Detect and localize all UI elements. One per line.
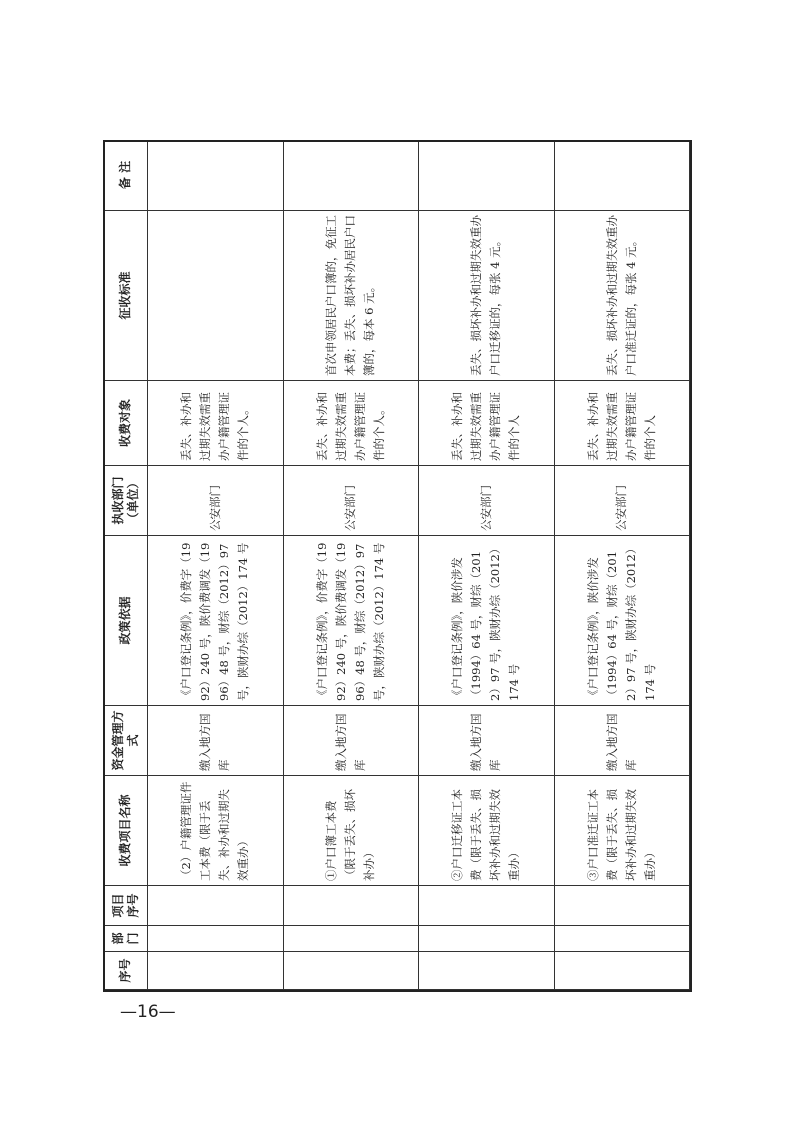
cell-policy: 《户口登记条例》，价费字（1992）240 号，陕价费调发（1996）48 号，财综（2012）97 号，陕财办综（2012）174 号 xyxy=(148,536,284,706)
cell-name: ②户口迁移证工本费（限于丢失、损坏补办和过期失效重办） xyxy=(419,776,555,886)
header-remark: 备 注 xyxy=(104,140,148,211)
cell-exec: 公安部门 xyxy=(283,466,419,536)
cell-fund: 缴入地方国库 xyxy=(419,706,555,776)
rotated-table xyxy=(103,140,690,990)
cell-standard: 丢失、损坏补办和过期失效重办户口迁移证的，每张 4 元。 xyxy=(419,211,555,381)
cell-standard: 丢失、损坏补办和过期失效重办户口准迁证的，每张 4 元。 xyxy=(554,211,690,381)
cell-exec: 公安部门 xyxy=(148,466,284,536)
cell-policy: 《户口登记条例》，陕价涉发（1994）64 号，财综（2012）97 号，陕财办综（2012）174 号 xyxy=(554,536,690,706)
table-row xyxy=(554,140,690,990)
cell-seq xyxy=(419,952,555,990)
cell-item-seq xyxy=(419,886,555,926)
cell-exec: 公安部门 xyxy=(554,466,690,536)
cell-standard: 首次申领居民户口簿的，免征工本费；丢失、损坏补办居民户口簿的，每本 6 元。 xyxy=(283,211,419,381)
cell-remark xyxy=(148,140,284,211)
header-standard: 征收标准 xyxy=(104,211,148,381)
cell-seq xyxy=(283,952,419,990)
header-policy: 政策依据 xyxy=(104,536,148,706)
header-seq: 序号 xyxy=(104,952,148,990)
cell-name: （2）户籍管理证件工本费（限于丢失、补办和过期失效重办） xyxy=(148,776,284,886)
cell-standard xyxy=(148,211,284,381)
table-row xyxy=(419,140,555,990)
page-number: —16— xyxy=(120,1002,176,1022)
cell-remark xyxy=(283,140,419,211)
cell-fund: 缴入地方国库 xyxy=(148,706,284,776)
cell-dept xyxy=(283,926,419,952)
header-name: 收费项目名称 xyxy=(104,776,148,886)
header-dept: 部门 xyxy=(104,926,148,952)
cell-target: 丢失、补办和过期失效需重办户籍管理证件的个人 xyxy=(554,381,690,466)
cell-remark xyxy=(419,140,555,211)
cell-target: 丢失、补办和过期失效需重办户籍管理证件的个人 xyxy=(419,381,555,466)
table-row xyxy=(283,140,419,990)
cell-item-seq xyxy=(148,886,284,926)
cell-fund: 缴入地方国库 xyxy=(283,706,419,776)
header-fund: 资金管理方式 xyxy=(104,706,148,776)
cell-policy: 《户口登记条例》，价费字（1992）240 号，陕价费调发（1996）48 号，财综（2012）97 号，陕财办综（2012）174 号 xyxy=(283,536,419,706)
cell-target: 丢失、补办和过期失效需重办户籍管理证件的个人。 xyxy=(148,381,284,466)
header-item-seq: 项目序号 xyxy=(104,886,148,926)
cell-exec: 公安部门 xyxy=(419,466,555,536)
cell-name: ①户口簿工本费（限于丢失、损坏补办） xyxy=(283,776,419,886)
table-container xyxy=(103,140,690,990)
header-exec: 执收部门（单位） xyxy=(104,466,148,536)
cell-item-seq xyxy=(283,886,419,926)
header-row xyxy=(104,140,148,990)
cell-remark xyxy=(554,140,690,211)
cell-fund: 缴入地方国库 xyxy=(554,706,690,776)
cell-dept xyxy=(148,926,284,952)
cell-name: ③户口准迁证工本费（限于丢失、损坏补办和过期失效重办） xyxy=(554,776,690,886)
cell-target: 丢失、补办和过期失效需重办户籍管理证件的个人。 xyxy=(283,381,419,466)
cell-dept xyxy=(554,926,690,952)
fee-table xyxy=(103,140,690,990)
header-target: 收费对象 xyxy=(104,381,148,466)
cell-seq xyxy=(148,952,284,990)
cell-policy: 《户口登记条例》，陕价涉发（1994）64 号，财综（2012）97 号，陕财办综（2012）174 号 xyxy=(419,536,555,706)
cell-item-seq xyxy=(554,886,690,926)
table-row xyxy=(148,140,284,990)
cell-seq xyxy=(554,952,690,990)
cell-dept xyxy=(419,926,555,952)
